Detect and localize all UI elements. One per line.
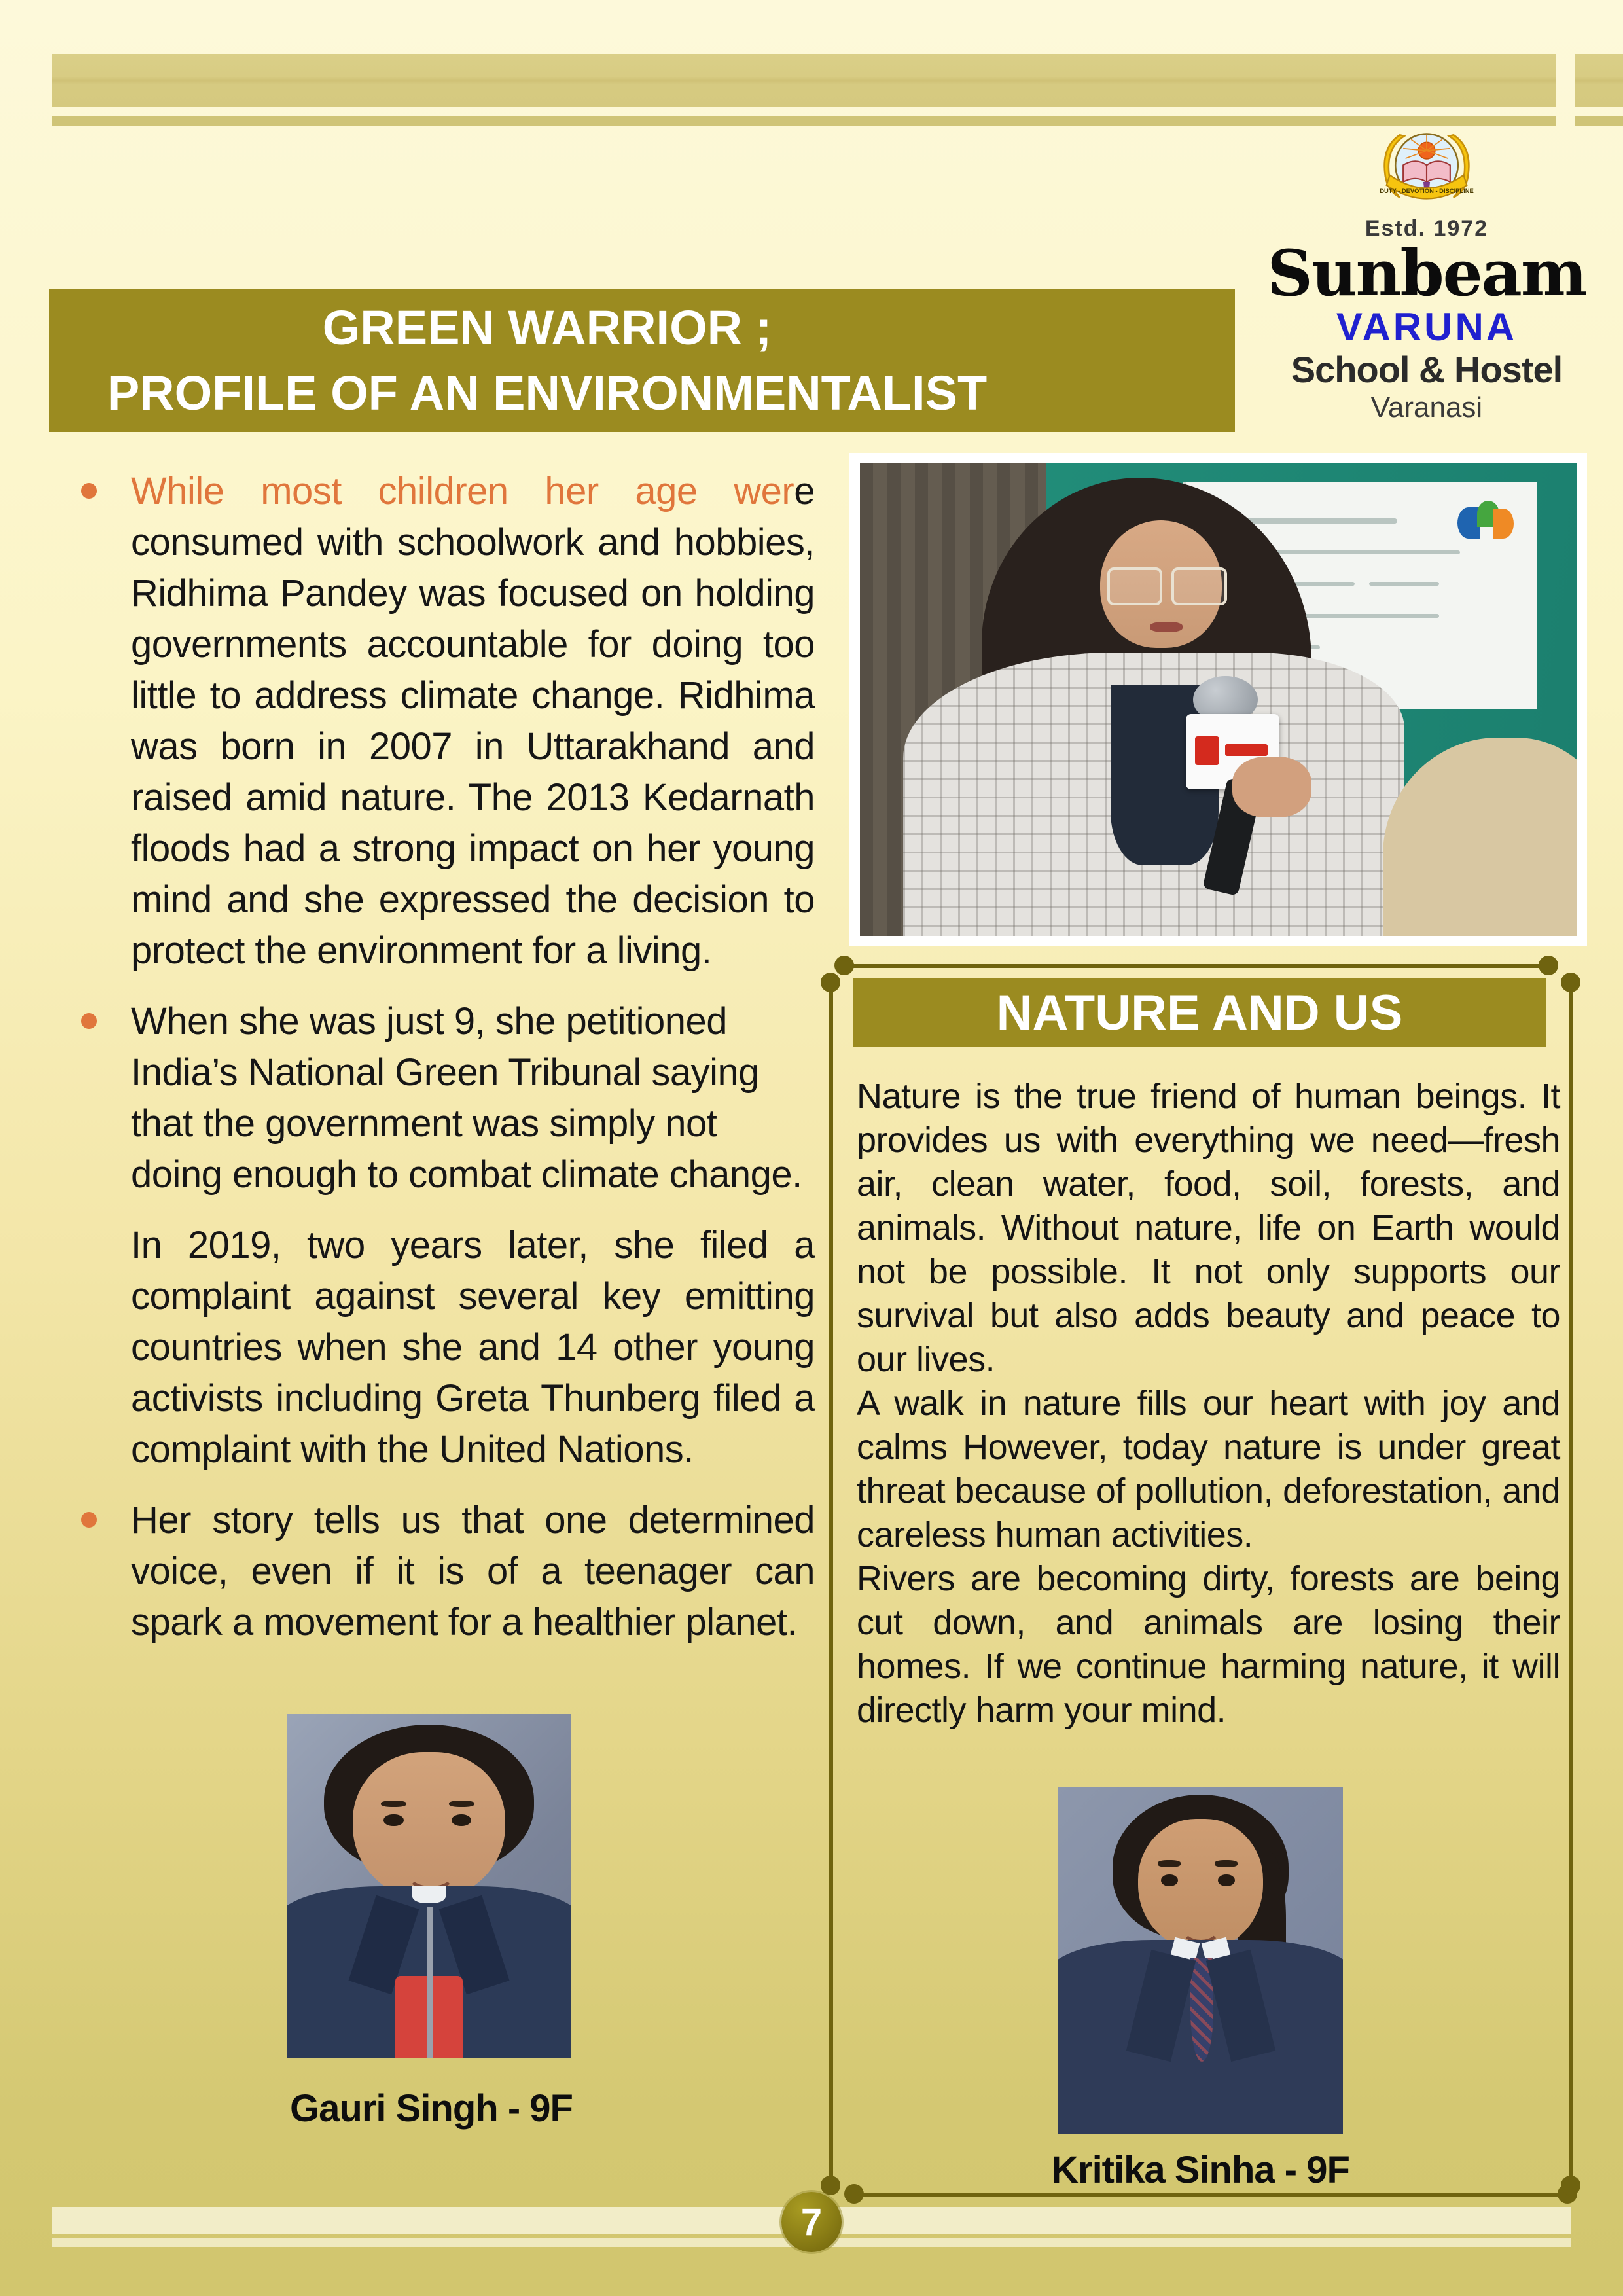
top-band-thick — [52, 54, 1556, 107]
logo-city: Varanasi — [1370, 391, 1483, 423]
top-band-thin-right — [1575, 116, 1623, 126]
bullet-icon — [81, 1013, 97, 1029]
nature-paragraph-3: Rivers are becoming dirty, forests are being cut down, and animals are losing their homes. If we continue harming nature, it will directly harm your mind. — [857, 1559, 1560, 1730]
gauri-caption: Gauri Singh - 9F — [290, 2087, 573, 2130]
top-band-thin — [52, 116, 1556, 126]
top-band-thick-right — [1575, 54, 1623, 107]
logo-school-name: Sunbeam — [1267, 236, 1586, 310]
logo-branch-name: VARUNA — [1336, 305, 1518, 349]
shirt-collar — [412, 1886, 446, 1903]
nature-box-body — [857, 1075, 1560, 1732]
glasses-icon — [1107, 567, 1163, 606]
paragraph-body: In 2019, two years later, she filed a complaint against several key emitting countries when she and 14 other young activists including Greta Thunberg filed a complaint with the United Nations. — [131, 1224, 815, 1471]
kritika-sinha-photo — [1058, 1787, 1343, 2134]
school-crest-icon — [1368, 128, 1486, 212]
article-green-warrior — [81, 466, 815, 1668]
paragraph-lead-tail: e — [794, 470, 815, 512]
zipper — [427, 1907, 433, 2058]
logo-estd: Estd. 1972 — [1364, 216, 1489, 241]
nature-box-title: NATURE AND US — [853, 978, 1546, 1047]
nature-box-top-border — [841, 964, 1552, 968]
article-paragraph-1 — [81, 466, 815, 977]
paragraph-lead-highlight: While most children her age wer — [131, 470, 794, 512]
kritika-caption: Kritika Sinha - 9F — [1051, 2149, 1349, 2191]
bullet-icon — [81, 1512, 97, 1528]
article-paragraph-3 — [81, 1220, 815, 1475]
article-paragraph-2 — [81, 996, 815, 1200]
chair-back — [1383, 738, 1577, 936]
paragraph-body: consumed with schoolwork and hobbies, Ridhima Pandey was focused on holding governments accountable for doing too little to address climate change. Ridhima was born in 2007 in Uttarakhand and raised amid nature. The 2013 Kedarnath floods had a strong impact on her young mind and she expressed the decision to protect the environment for a living. — [131, 521, 815, 972]
paragraph-body: When she was just 9, she petitioned India’s National Green Tribunal saying that the government was simply not doing enough to combat climate change. — [131, 1000, 802, 1196]
page-title-line1: GREEN WARRIOR ; — [322, 300, 772, 355]
page-number: 7 — [800, 2200, 823, 2244]
page-title-banner — [49, 289, 1235, 432]
nature-paragraph-1: Nature is the true friend of human beings. It provides us with everything we need—fresh air, clean water, food, soil, forests, and animals. Without nature, life on Earth would not be possible. It not only supports our survival but also adds beauty and peace to our lives. — [857, 1077, 1560, 1379]
nature-paragraph-2: A walk in nature fills our heart with joy and calms However, today nature is under great threat because of pollution, deforestation, and careless human activities. — [857, 1384, 1560, 1554]
ridhima-pandey-photo — [849, 453, 1587, 946]
school-logo — [1266, 128, 1587, 425]
page-number-badge — [781, 2192, 842, 2252]
photo-scene — [860, 463, 1577, 936]
nature-box-right-border — [1569, 979, 1573, 2189]
glasses-icon — [1171, 567, 1227, 606]
logo-school-type: School & Hostel — [1291, 349, 1563, 390]
woman-mouth — [1150, 622, 1182, 632]
paragraph-body: Her story tells us that one determined voice, even if it is of a teenager can spark a movement for a healthier planet. — [131, 1499, 815, 1643]
nature-box-bottom-border — [851, 2193, 1571, 2197]
article-paragraph-4 — [81, 1495, 815, 1648]
poster-logo — [1457, 501, 1516, 547]
bullet-icon — [81, 483, 97, 499]
woman-hand — [1232, 757, 1311, 818]
crest-motto: DUTY - DEVOTION - DISCIPLINE — [1380, 187, 1474, 194]
page-title-line2: PROFILE OF AN ENVIRONMENTALIST — [107, 366, 988, 420]
nature-box-left-border — [829, 979, 833, 2189]
gauri-singh-photo — [287, 1714, 571, 2058]
